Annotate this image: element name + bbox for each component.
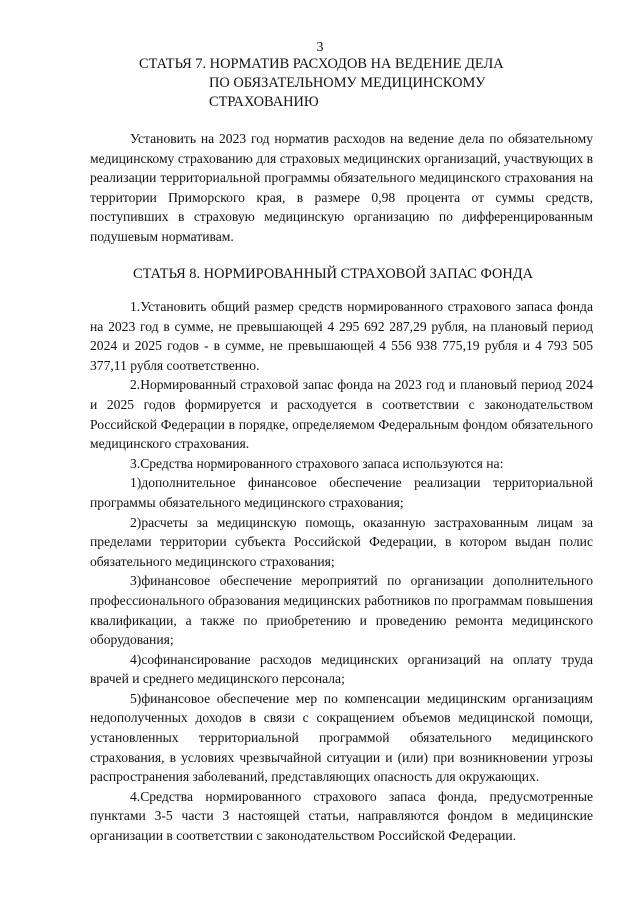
article-7-heading (139, 55, 559, 112)
article-8-paragraph-4: 4.Средства нормированного страхового запаса фонда, предусмотренные пунктами 3-5 части 3 настоящей статьи, направляются фондом в медицинские организации в соответствии с законодательством Российской Федерации. (90, 788, 593, 844)
article-8-item-3: 3)финансовое обеспечение мероприятий по организации дополнительного профессионального образования медицинских работников по программам повышения квалификации, а также по приобретению и проведению ремонта медицинского оборудования; (90, 573, 593, 648)
article-7-heading-line-1: СТАТЬЯ 7. НОРМАТИВ РАСХОДОВ НА ВЕДЕНИЕ ДЕЛА (139, 56, 504, 72)
article-7-heading-line-3: СТРАХОВАНИЮ (209, 94, 319, 110)
article-8-item-5: 5)финансовое обеспечение мер по компенсации медицинским организациям недополученных доходов в связи с сокращением объемов медицинской помощи, установленных территориальной программой обязательного медицинского страхования, в условиях чрезвычайной ситуации и (или) при возникновении угрозы распространения заболеваний, представляющих опасность для окружающих. (90, 690, 593, 785)
article-8-item-1: 1)дополнительное финансовое обеспечение реализации территориальной программы обязательного медицинского страхования; (90, 475, 593, 510)
article-8-paragraph-1: 1.Установить общий размер средств нормированного страхового запаса фонда на 2023 год в сумме, не превышающей 4 295 692 287,29 рубля, на плановый период 2024 и 2025 годов - в сумме, не превышающей 4 556 938 775,19 рубля и 4 793 505 377,11 рубля соответственно. (90, 299, 593, 373)
article-7-heading-line-2: ПО ОБЯЗАТЕЛЬНОМУ МЕДИЦИНСКОМУ (209, 75, 486, 91)
article-7-body (90, 129, 593, 247)
article-8-item-4: 4)софинансирование расходов медицинских организаций на оплату труда врачей и среднего медицинского персонала; (90, 651, 593, 687)
page-number: 3 (316, 40, 324, 55)
article-8-body (90, 297, 593, 846)
article-8-paragraph-2: 2.Нормированный страховой запас фонда на 2023 год и плановый период 2024 и 2025 годов формируется и расходуется в соответствии с законодательством Российской Федерации в порядке, определяемом Федеральным фондом обязательного медицинского страхования. (90, 377, 593, 452)
article-7-paragraph: Установить на 2023 год норматив расходов на ведение дела по обязательному медицинскому страхованию для страховых медицинских организаций, участвующих в реализации территориальной программы обязательного медицинского страхования на территории Приморского края, в размере 0,98 процента от суммы средств, поступивших в страховую медицинскую организацию по дифференцированным подушевым нормативам. (90, 131, 593, 244)
article-8-paragraph-3: 3.Средства нормированного страхового запаса используются на: (130, 455, 504, 471)
article-8-heading: СТАТЬЯ 8. НОРМИРОВАННЫЙ СТРАХОВОЙ ЗАПАС ФОНДА (133, 266, 534, 282)
article-8-item-2: 2)расчеты за медицинскую помощь, оказанную застрахованным лицам за пределами территории субъекта Российской Федерации, в котором выдан полис обязательного медицинского страхования; (90, 514, 593, 569)
